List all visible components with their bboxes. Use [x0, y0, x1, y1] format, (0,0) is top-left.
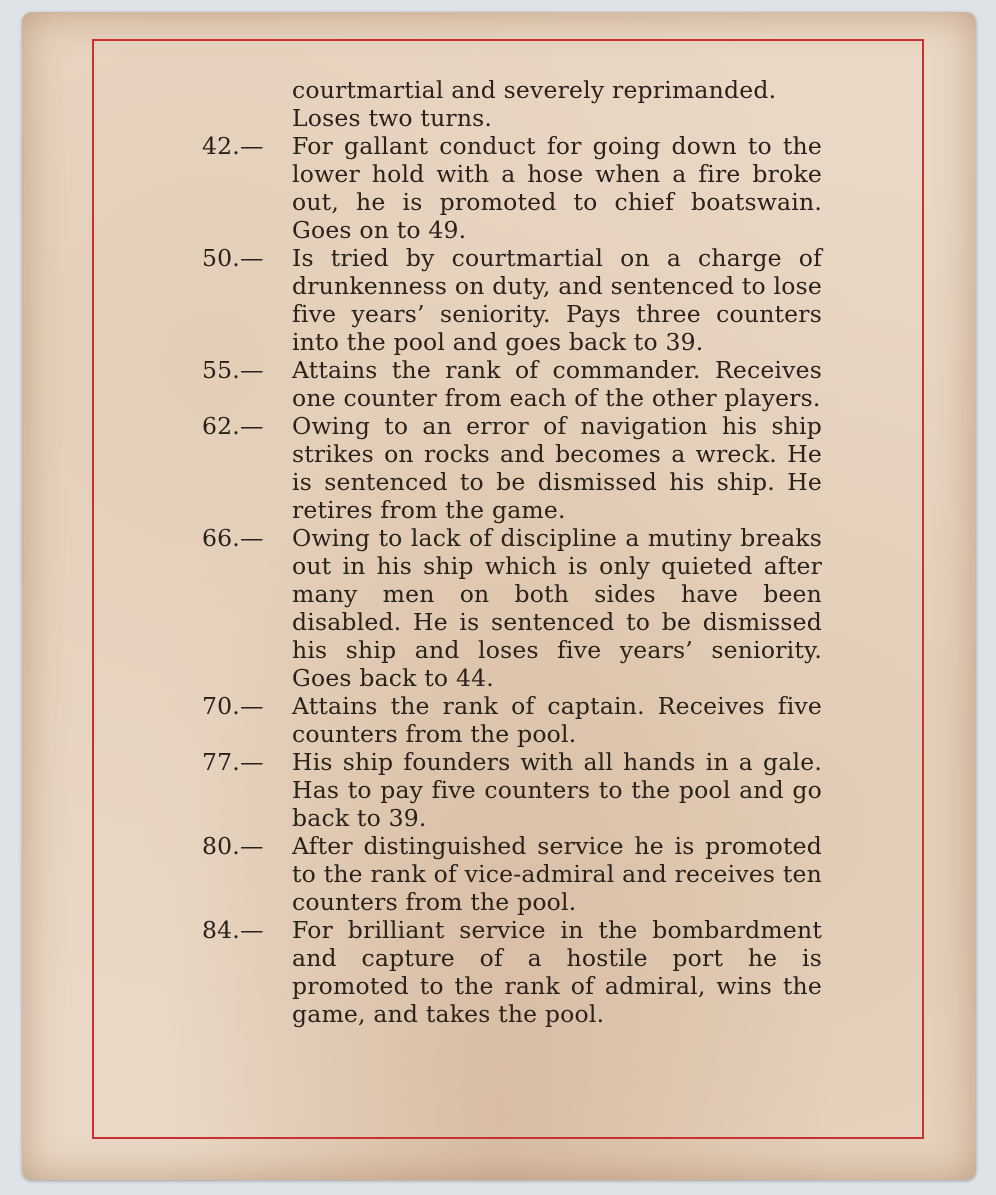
entry-text: Owing to an error of navigation his ship strikes on rocks and becomes a wreck. He is sentenced to be dismissed his ship. He retires from the game.: [292, 412, 822, 524]
entry-text: Owing to lack of discipline a mutiny breaks out in his ship which is only quieted after many men on both sides have been disabled. He is sentenced to be dismissed his ship and loses five years’ seniority. Goes back to 44.: [292, 524, 822, 692]
rule-entry-84: [202, 916, 822, 1028]
entry-number: 77.—: [202, 748, 264, 776]
entry-text: Attains the rank of commander. Receives one counter from each of the other players.: [292, 356, 822, 412]
entry-number: 62.—: [202, 412, 264, 440]
entry-number: 55.—: [202, 356, 264, 384]
continuation-text: courtmartial and severely reprimanded. Loses two turns.: [292, 76, 777, 132]
rule-entry-42: [202, 132, 822, 244]
entry-number: 70.—: [202, 692, 264, 720]
entry-text: For gallant conduct for going down to the lower hold with a hose when a fire broke out, he is promoted to chief boatswain. Goes on to 49.: [292, 132, 822, 244]
entry-number: 80.—: [202, 832, 264, 860]
entry-text: Is tried by courtmartial on a charge of drunkenness on duty, and sentenced to lose five years’ seniority. Pays three counters into the pool and goes back to 39.: [292, 244, 822, 356]
rule-entry-50: [202, 244, 822, 356]
entry-number: 66.—: [202, 524, 264, 552]
rule-entry-55: [202, 356, 822, 412]
rule-entry-80: [202, 832, 822, 916]
entry-number: 84.—: [202, 916, 264, 944]
rule-entry-77: [202, 748, 822, 832]
game-rules-card: [22, 12, 976, 1180]
rule-entry-70: [202, 692, 822, 748]
entry-number: 50.—: [202, 244, 264, 272]
entry-text: His ship founders with all hands in a gale. Has to pay five counters to the pool and go back to 39.: [292, 748, 822, 832]
rule-entry-62: [202, 412, 822, 524]
rules-text-block: [202, 76, 822, 1028]
entry-number: 42.—: [202, 132, 264, 160]
entry-text: For brilliant service in the bombardment and capture of a hostile port he is promoted to the rank of admiral, wins the game, and takes the pool.: [292, 916, 822, 1028]
rule-entry-66: [202, 524, 822, 692]
entry-text: After distinguished service he is promoted to the rank of vice-admiral and receives ten counters from the pool.: [292, 832, 822, 916]
entry-text: Attains the rank of captain. Receives five counters from the pool.: [292, 692, 822, 748]
